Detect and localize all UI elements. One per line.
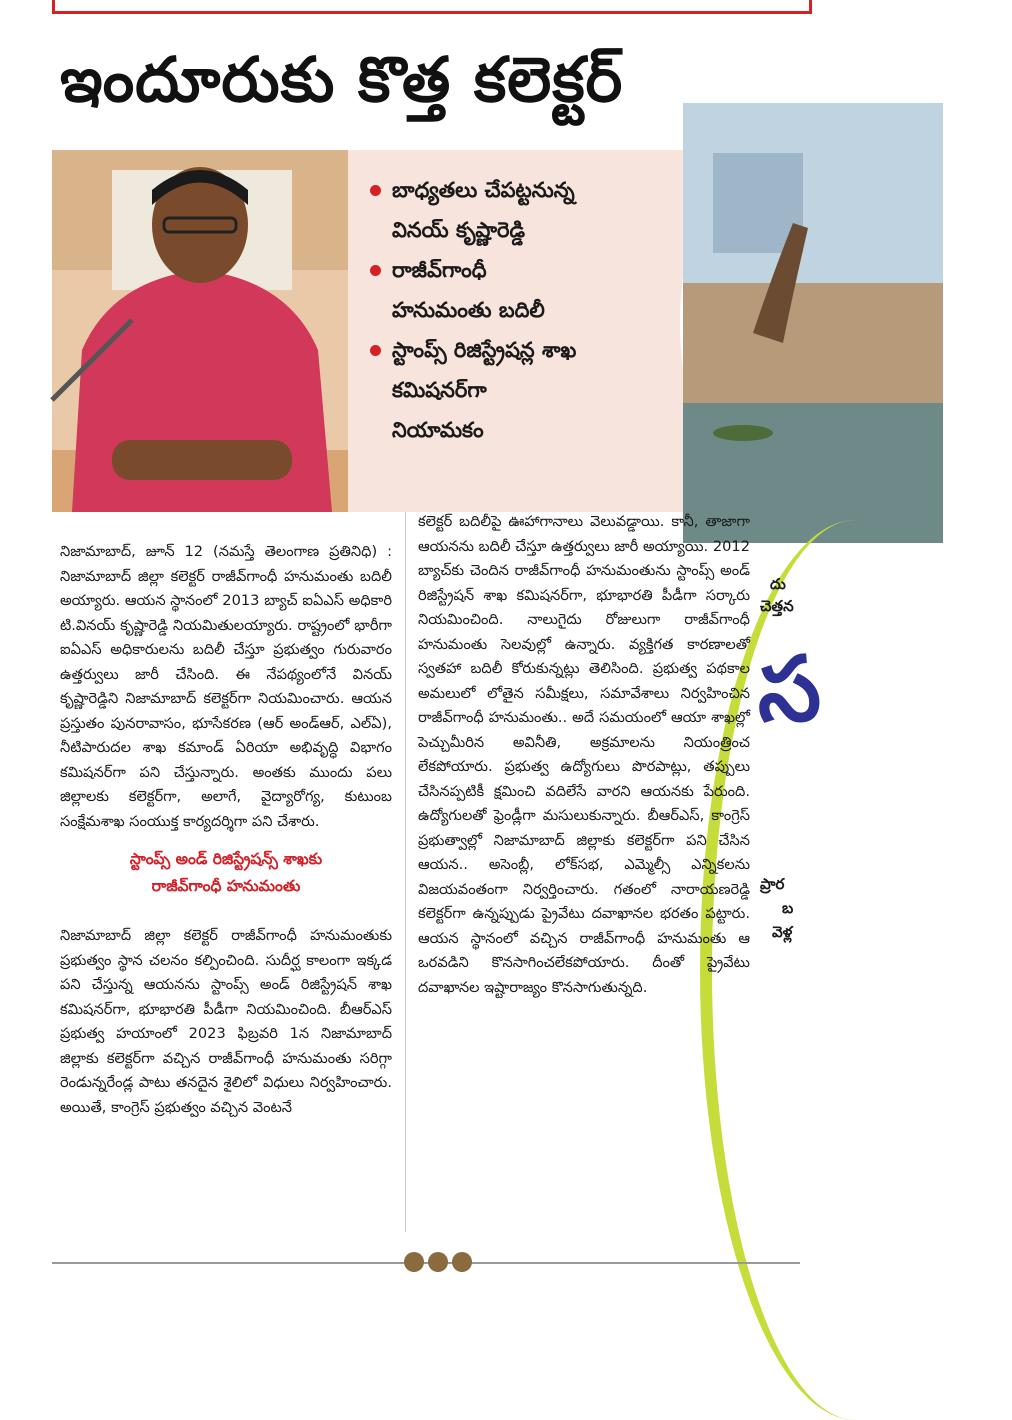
highlights-list — [368, 170, 668, 450]
fragment-text: దు — [770, 575, 786, 593]
highlight-item — [368, 170, 668, 250]
end-marker-dots — [404, 1252, 476, 1276]
highlight-line: స్టాంప్స్ రిజిస్ట్రేషన్ల శాఖ — [392, 338, 577, 362]
fragment-text: బ — [782, 899, 794, 917]
fragment-text: వెళ్ల — [772, 923, 793, 941]
dot-icon — [452, 1252, 472, 1272]
headline: ఇందూరుకు కొత్త కలెక్టర్ — [60, 43, 624, 116]
article-column-middle — [418, 510, 750, 1000]
highlight-line: రాజీవ్‌గాంధీ — [392, 258, 487, 282]
highlight-line: బాధ్యతలు చేపట్టనున్న — [392, 178, 575, 202]
top-frame-border — [52, 0, 812, 14]
article-subheading — [60, 846, 392, 900]
highlight-line: హనుమంతు బదిలీ — [392, 298, 545, 322]
dot-icon — [428, 1252, 448, 1272]
adjacent-article-fragment — [752, 545, 822, 1265]
article-paragraph: నిజామాబాద్ జిల్లా కలెక్టర్ రాజీవ్‌గాంధీ హనుమంతుకు ప్రభుత్వం స్థాన చలనం కల్పించింది. సుదీర్ఘ కాలంగా ఇక్కడ పని చేస్తున్న ఆయనను స్టాంప్స్ అండ్ రిజిస్ట్రేషన్ శాఖ కమిషనర్‌గా, భూభారతి పీడీగా నియమించింది. బీఆర్ఎస్ ప్రభుత్వ హయాంలో 2023 ఫిబ్రవరి 1న నిజామాబాద్ జిల్లాకు కలెక్టర్‌గా వచ్చిన రాజీవ్‌గాంధీ హనుమంతు సరిగ్గా రెండున్నరేండ్ల పాటు తనదైన శైలిలో విధులు నిర్వహించారు. అయితే, కాంగ్రెస్ ప్రభుత్వం వచ్చిన వెంటనే — [60, 927, 392, 1116]
highlight-item — [368, 250, 668, 330]
article-paragraph: కలెక్టర్ బదిలీపై ఊహాగానాలు వెలువడ్డాయి. కానీ, తాజాగా ఆయనను బదిలీ చేస్తూ ఉత్తర్వులు జారీ అయ్యాయి. 2012 బ్యాచ్‌కు చెందిన రాజీవ్‌గాంధీ హనుమంతును స్టాంప్స్ అండ్ రిజిస్ట్రేషన్ శాఖ కమిషనర్‌గా, భూభారతి పీడీగా సర్కారు నియమించింది. నాలుగైదు రోజులుగా రాజీవ్‌గాంధీ హనుమంతు సెలవుల్లో ఉన్నారు. వ్యక్తిగత కారణాలతో స్వతహా బదిలీ కోరుకున్నట్లు తెలిసింది. ప్రభుత్వ పథకాల అమలులో లోతైన సమీక్షలు, సమావేశాలు నిర్వహించిన రాజీవ్‌గాంధీ హనుమంతు.. అదే సమయంలో ఆయా శాఖల్లో పెచ్చుమీరిన అవినీతి, అక్రమాలను నియంత్రించ లేకపోయారు. ప్రభుత్వ ఉద్యోగులు పొరపాట్లు, తప్పులు చేసినప్పటికీ క్షమించి వదిలేసే వారని ఆయనకు పేరుంది. ఉద్యోగులతో ఫ్రెండ్లీగా మసులుకున్నారు. బీఆర్ఎస్, కాంగ్రెస్ ప్రభుత్వాల్లో నిజామాబాద్ జిల్లాకు కలెక్టర్‌గా పని చేసిన ఆయన.. అసెంబ్లీ, లోక్‌సభ, ఎమ్మెల్సీ ఎన్నికలను విజయవంతంగా నిర్వర్తించారు. గతంలో నారాయణరెడ్డి కలెక్టర్‌గా ఉన్నప్పుడు ప్రైవేటు దవాఖానల భరతం పట్టారు. ఆయన స్థానంలో వచ్చిన రాజీవ్‌గాంధీ హనుమంతు ఆ ఒరవడిని కొనసాగించలేకపోయారు. దీంతో ప్రైవేటు దవాఖానల ఇష్టారాజ్యం కొనసాగుతున్నది. — [418, 513, 750, 996]
fragment-text: ప్రార — [760, 875, 785, 893]
article-paragraph: నిజామాబాద్, జూన్ 12 (నమస్తే తెలంగాణ ప్రతినిధి) : నిజామాబాద్ జిల్లా కలెక్టర్ రాజీవ్‌గాంధీ హనుమంతు బదిలీ అయ్యారు. ఆయన స్థానంలో 2013 బ్యాచ్ ఐఏఎస్ అధికారి టి.వినయ్ కృష్ణారెడ్డి నియమితులయ్యారు. రాష్ట్రంలో భారీగా ఐఏఎస్ అధికారులను బదిలీ చేస్తూ ప్రభుత్వం గురువారం ఉత్తర్వులు జారీ చేసింది. ఈ నేపథ్యంలోనే వినయ్ కృష్ణారెడ్డిని నిజామాబాద్ కలెక్టర్‌గా నియమించారు. ఆయన ప్రస్తుతం పునరావాసం, భూసేకరణ (ఆర్ అండ్‌ఆర్, ఎల్ఏ), నీటిపారుదల శాఖ కమాండ్ ఏరియా అభివృద్ధి విభాగం కమిషనర్‌గా పని చేస్తున్నారు. అంతకు ముందు పలు జిల్లాలకు కలెక్టర్‌గా, అలాగే, వైద్యారోగ్య, కుటుంబ సంక్షేమశాఖ సంయుక్త కార్యదర్శిగా పని చేశారు. — [60, 543, 392, 830]
bullet-dot-icon — [370, 185, 381, 196]
column-divider — [405, 512, 406, 1232]
highlight-line: వినయ్ కృష్ణారెడ్డి — [392, 218, 525, 242]
highlight-line: కమిషనర్‌గా — [392, 378, 487, 402]
subheading-line: రాజీవ్‌గాంధీ హనుమంతు — [151, 877, 301, 895]
article-column-left — [60, 540, 392, 1120]
bullet-dot-icon — [370, 265, 381, 276]
collector-photo — [52, 150, 348, 512]
adjacent-article-photo — [680, 100, 946, 546]
dot-icon — [404, 1252, 424, 1272]
subheading-line: స్టాంప్స్ అండ్ రిజిస్ట్రేషన్స్ శాఖకు — [129, 850, 323, 868]
fragment-text: చెత్తన — [760, 597, 794, 615]
highlight-item — [368, 330, 668, 450]
highlight-line: నియామకం — [392, 418, 484, 442]
fragment-large-glyph: స — [758, 637, 822, 742]
bullet-dot-icon — [370, 345, 381, 356]
